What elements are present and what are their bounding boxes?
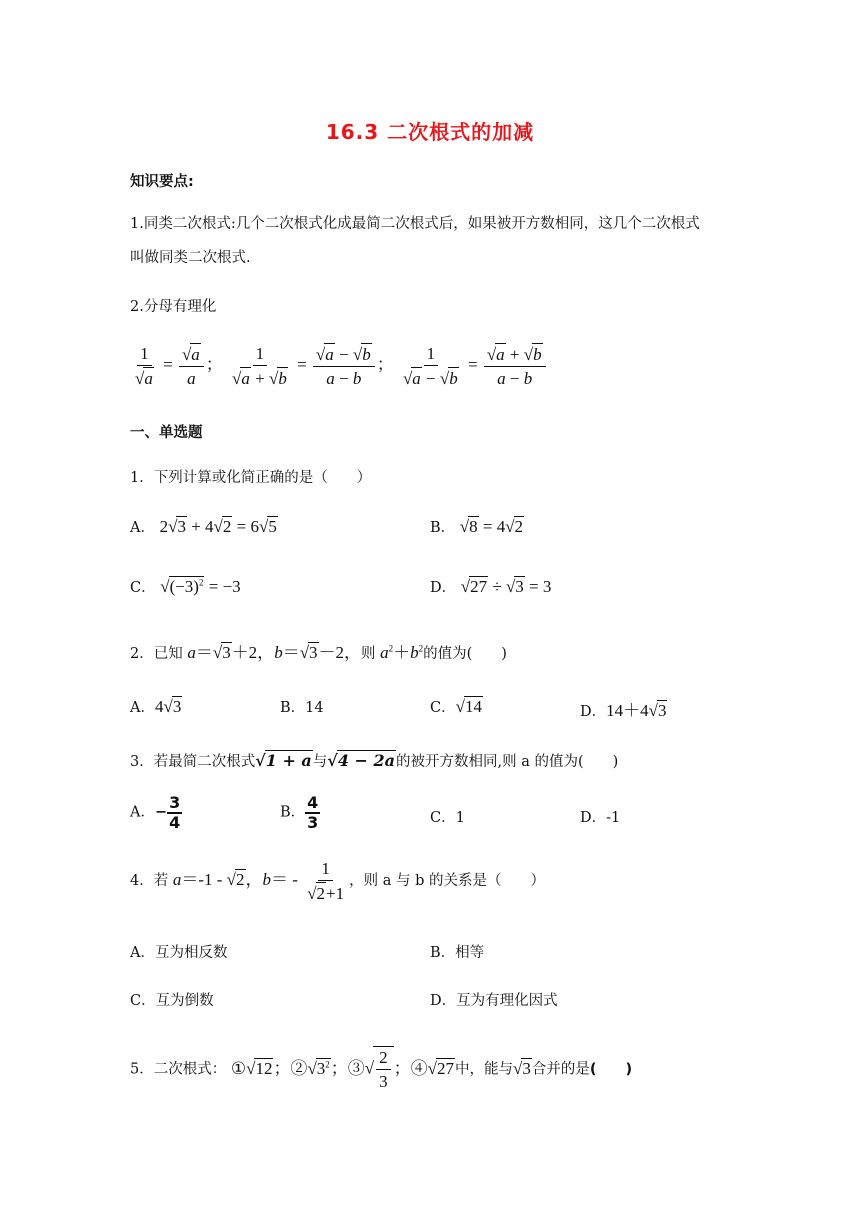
point2-heading: 2.分母有理化: [130, 299, 217, 315]
q2-option-d: D．14＋4√3: [580, 701, 667, 720]
section-single-choice: 一、单选题: [130, 425, 203, 441]
q2-option-c: C．√14: [430, 697, 482, 716]
q3-stem: 3．若最简二次根式√1 + a与√4 − 2a的被开方数相同,则 a 的值为( ): [130, 751, 619, 770]
q4-stem: 4．若 a＝-1 - √2，b＝ - $\frac{1}{√2+1}$ ，则 a 与 b 的关系是（ ）: [130, 859, 545, 904]
q5-stem: 5．二次根式： ①√12；$②√3^2$；③√ $\frac{2}{3}$ ；④√27中，能与√3合并的是( ): [130, 1048, 633, 1092]
q4-option-a: A．互为相反数: [130, 945, 228, 961]
q1-option-a: A． 2√3 + 4√2 = 6√5: [130, 517, 277, 536]
q2-option-b: B．14: [280, 700, 324, 716]
knowledge-header: 知识要点:: [130, 174, 194, 190]
q1-option-d: D． √27 ÷ √3 = 3: [430, 577, 552, 596]
q1-option-b: B． √8 = 4√2: [430, 517, 524, 536]
q2-stem: 2．已知 a＝√3＋2，b＝√3－2，则 $a^2+b^2$的值为( ): [130, 643, 507, 662]
q3-option-b: B． $\frac{4}{3}$: [280, 793, 319, 832]
q3-option-d: D．-1: [580, 810, 621, 826]
point1-line1: 1.同类二次根式:几个二次根式化成最简二次根式后，如果被开方数相同，这几个二次根式: [130, 216, 700, 232]
rationalization-formulas: $\frac{1}{√a}$ = $\frac{√a}{a}$ ； $\frac{1}{√a + √b}$ = $\frac{√a - √b}{a - b}$ ； $\frac{1}{√a - √b}$ = $\frac{√a + √b}{a - b}$: [130, 343, 548, 390]
q4-option-b: B．相等: [430, 945, 485, 961]
point1-line2: 叫做同类二次根式.: [130, 250, 251, 266]
q4-option-d: D．互为有理化因式: [430, 993, 558, 1009]
q3-option-a: A．− $\frac{3}{4}$: [130, 793, 181, 832]
q1-option-c: C． $√(-3)^2 = -3$: [130, 577, 241, 596]
q4-option-c: C．互为倒数: [130, 993, 214, 1009]
page-title: 16.3 二次根式的加减: [325, 120, 535, 144]
q2-option-a: A．4√3: [130, 697, 182, 716]
q1-stem: 1．下列计算或化简正确的是（ ）: [130, 470, 372, 486]
q3-option-c: C．1: [430, 810, 465, 826]
